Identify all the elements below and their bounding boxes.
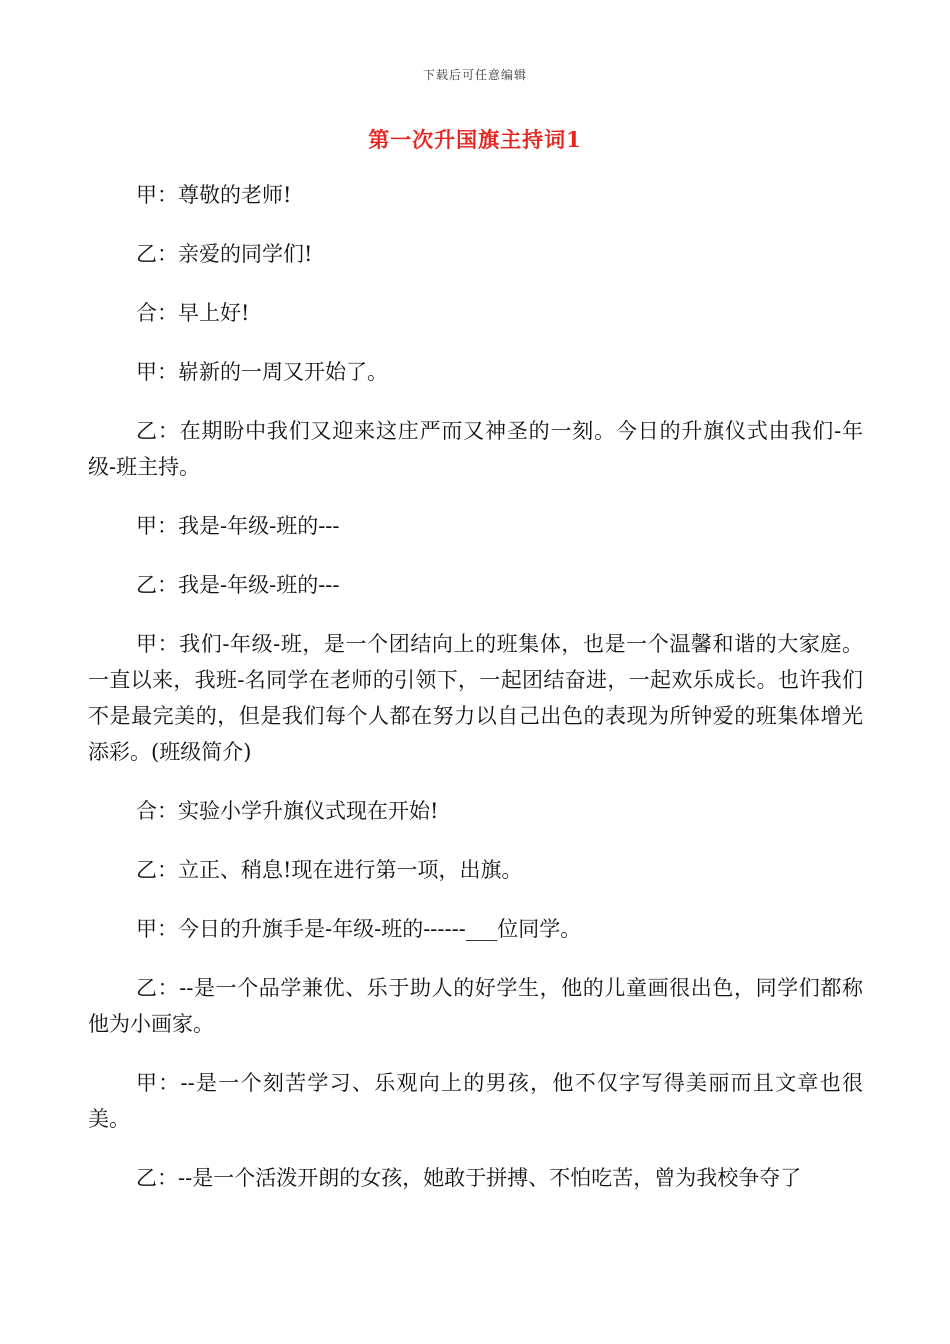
paragraph: 合：早上好! [136, 301, 250, 325]
paragraph: 甲：今日的升旗手是-年级-班的------___位同学。 [136, 917, 582, 941]
paragraph: 乙：--是一个品学兼优、乐于助人的好学生，他的儿童画很出色，同学们都称他为小画家。 [88, 976, 863, 1036]
paragraph: 合：实验小学升旗仪式现在开始! [136, 799, 439, 823]
paragraph: 甲：崭新的一周又开始了。 [136, 360, 388, 384]
paragraph: 乙：--是一个活泼开朗的女孩，她敢于拼搏、不怕吃苦，曾为我校争夺了 [136, 1166, 802, 1190]
paragraph: 甲：我们-年级-班，是一个团结向上的班集体，也是一个温馨和谐的大家庭。一直以来，我班-名同学在老师的引领下，一起团结奋进，一起欢乐成长。也许我们不是最完美的，但是我们每个人都在努力以自己出色的表现为所钟爱的班集体增光添彩。(班级简介) [88, 632, 863, 764]
document-title: 第一次升国旗主持词1 [368, 127, 582, 152]
paragraph: 甲：--是一个刻苦学习、乐观向上的男孩，他不仅字写得美丽而且文章也很美。 [88, 1071, 863, 1131]
paragraph: 乙：立正、稍息!现在进行第一项，出旗。 [136, 858, 523, 882]
paragraph: 乙：在期盼中我们又迎来这庄严而又神圣的一刻。今日的升旗仪式由我们-年级-班主持。 [88, 419, 863, 479]
header-note: 下载后可任意编辑 [422, 68, 527, 82]
paragraph: 乙：亲爱的同学们! [136, 242, 313, 266]
document-body [88, 177, 863, 1219]
paragraph: 甲：我是-年级-班的--- [136, 514, 340, 538]
paragraph: 乙：我是-年级-班的--- [136, 573, 340, 597]
paragraph: 甲：尊敬的老师! [136, 183, 292, 207]
